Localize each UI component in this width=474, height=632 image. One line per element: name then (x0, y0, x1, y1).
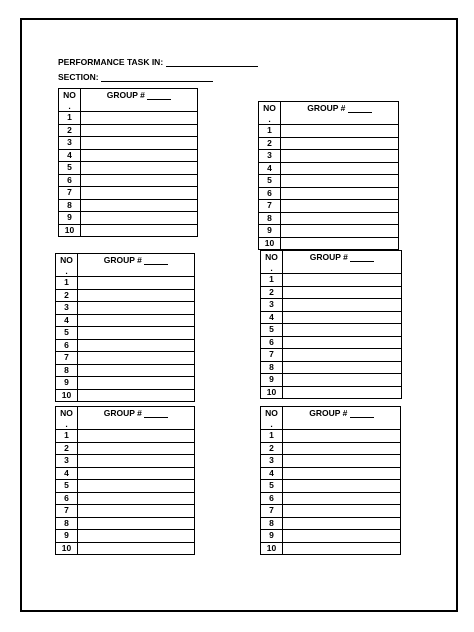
table-row: 7 (56, 505, 195, 518)
performance-task-label: PERFORMANCE TASK IN: (58, 57, 164, 67)
table-header-row (261, 407, 401, 430)
table-row: 4 (259, 162, 399, 175)
table-header-row (56, 407, 195, 430)
name-cell[interactable] (281, 162, 399, 175)
name-cell[interactable] (78, 442, 195, 455)
name-cell[interactable] (283, 324, 402, 337)
name-cell[interactable] (281, 212, 399, 225)
table-row: 3 (59, 137, 198, 150)
no-header: NO . (56, 407, 78, 430)
section-label: SECTION: (58, 72, 99, 82)
no-header: NO . (261, 251, 283, 274)
table-header-row (259, 102, 399, 125)
table-row: 2 (59, 124, 198, 137)
group-header: GROUP # (283, 407, 401, 430)
table-row: 7 (261, 349, 402, 362)
name-cell[interactable] (78, 302, 195, 315)
name-cell[interactable] (78, 517, 195, 530)
table-row: 10 (261, 386, 402, 399)
group-header: GROUP # (283, 251, 402, 274)
group-table-3 (55, 253, 195, 402)
name-cell[interactable] (283, 480, 401, 493)
table-row: 4 (56, 467, 195, 480)
performance-task-field (58, 57, 258, 67)
name-cell[interactable] (283, 505, 401, 518)
name-cell[interactable] (283, 299, 402, 312)
section-blank[interactable] (101, 73, 213, 82)
group-header: GROUP # (81, 89, 198, 112)
table-row: 8 (261, 361, 402, 374)
group-table-6 (260, 406, 401, 555)
name-cell[interactable] (283, 311, 402, 324)
table-row: 3 (56, 455, 195, 468)
table-row: 2 (56, 289, 195, 302)
group-header: GROUP # (78, 407, 195, 430)
table-row: 9 (259, 225, 399, 238)
table-row: 2 (56, 442, 195, 455)
table-row: 8 (56, 517, 195, 530)
table-row: 8 (56, 364, 195, 377)
table-row: 5 (261, 480, 401, 493)
table-row: 6 (261, 336, 402, 349)
table-header-row (261, 251, 402, 274)
table-row: 7 (261, 505, 401, 518)
name-cell[interactable] (78, 364, 195, 377)
no-header: NO . (261, 407, 283, 430)
group-table-1 (58, 88, 198, 237)
name-cell[interactable] (78, 505, 195, 518)
group-table-2 (258, 101, 399, 250)
group-header: GROUP # (78, 254, 195, 277)
name-cell[interactable] (283, 530, 401, 543)
table-row: 6 (259, 187, 399, 200)
name-cell[interactable] (78, 530, 195, 543)
name-cell[interactable] (78, 314, 195, 327)
name-cell[interactable] (78, 467, 195, 480)
no-header: NO . (56, 254, 78, 277)
name-cell[interactable] (81, 162, 198, 175)
table-row: 9 (56, 530, 195, 543)
name-cell[interactable] (81, 174, 198, 187)
table-row: 6 (59, 174, 198, 187)
section-field (58, 72, 213, 82)
table-row: 2 (259, 137, 399, 150)
no-header: NO . (259, 102, 281, 125)
table-row: 9 (261, 374, 402, 387)
table-row: 7 (56, 352, 195, 365)
table-row: 6 (56, 492, 195, 505)
table-row: 6 (261, 492, 401, 505)
table-row: 3 (261, 455, 401, 468)
table-row: 3 (56, 302, 195, 315)
name-cell[interactable] (283, 349, 402, 362)
table-row: 4 (261, 311, 402, 324)
name-cell[interactable] (78, 289, 195, 302)
name-cell[interactable] (283, 274, 402, 287)
table-row: 5 (59, 162, 198, 175)
name-cell[interactable] (283, 386, 402, 399)
group-header: GROUP # (281, 102, 399, 125)
table-row: 10 (261, 542, 401, 555)
performance-task-blank[interactable] (166, 58, 258, 67)
name-cell[interactable] (283, 336, 402, 349)
table-row: 1 (259, 125, 399, 138)
name-cell[interactable] (283, 492, 401, 505)
name-cell[interactable] (81, 112, 198, 125)
name-cell[interactable] (283, 517, 401, 530)
name-cell[interactable] (81, 224, 198, 237)
table-row: 7 (259, 200, 399, 213)
name-cell[interactable] (283, 467, 401, 480)
name-cell[interactable] (283, 430, 401, 443)
table-row: 8 (259, 212, 399, 225)
table-row: 3 (261, 299, 402, 312)
name-cell[interactable] (281, 175, 399, 188)
table-row: 1 (261, 430, 401, 443)
table-row: 1 (56, 430, 195, 443)
name-cell[interactable] (281, 125, 399, 138)
name-cell[interactable] (81, 187, 198, 200)
name-cell[interactable] (281, 150, 399, 163)
table-row: 5 (259, 175, 399, 188)
name-cell[interactable] (78, 389, 195, 402)
no-header: NO . (59, 89, 81, 112)
table-header-row (56, 254, 195, 277)
table-row: 1 (261, 274, 402, 287)
table-row: 7 (59, 187, 198, 200)
table-header-row (59, 89, 198, 112)
name-cell[interactable] (78, 455, 195, 468)
name-cell[interactable] (281, 200, 399, 213)
table-row: 2 (261, 286, 402, 299)
name-cell[interactable] (78, 430, 195, 443)
name-cell[interactable] (281, 237, 399, 250)
table-row: 8 (59, 199, 198, 212)
name-cell[interactable] (78, 352, 195, 365)
name-cell[interactable] (78, 277, 195, 290)
table-row: 3 (259, 150, 399, 163)
group-table-4 (260, 250, 402, 399)
name-cell[interactable] (78, 492, 195, 505)
name-cell[interactable] (283, 542, 401, 555)
name-cell[interactable] (81, 124, 198, 137)
table-row: 5 (56, 327, 195, 340)
table-row: 4 (56, 314, 195, 327)
name-cell[interactable] (283, 455, 401, 468)
name-cell[interactable] (283, 286, 402, 299)
group-table-5 (55, 406, 195, 555)
table-row: 1 (59, 112, 198, 125)
table-row: 2 (261, 442, 401, 455)
name-cell[interactable] (283, 361, 402, 374)
table-row: 10 (59, 224, 198, 237)
name-cell[interactable] (281, 187, 399, 200)
name-cell[interactable] (81, 212, 198, 225)
name-cell[interactable] (81, 199, 198, 212)
name-cell[interactable] (78, 339, 195, 352)
table-row: 5 (261, 324, 402, 337)
table-row: 9 (56, 377, 195, 390)
name-cell[interactable] (81, 149, 198, 162)
name-cell[interactable] (78, 327, 195, 340)
name-cell[interactable] (78, 542, 195, 555)
name-cell[interactable] (78, 377, 195, 390)
name-cell[interactable] (81, 137, 198, 150)
name-cell[interactable] (283, 442, 401, 455)
name-cell[interactable] (281, 137, 399, 150)
table-row: 8 (261, 517, 401, 530)
name-cell[interactable] (281, 225, 399, 238)
table-row: 5 (56, 480, 195, 493)
table-row: 9 (59, 212, 198, 225)
table-row: 6 (56, 339, 195, 352)
table-row: 9 (261, 530, 401, 543)
table-row: 10 (259, 237, 399, 250)
table-row: 4 (59, 149, 198, 162)
table-row: 4 (261, 467, 401, 480)
table-row: 1 (56, 277, 195, 290)
name-cell[interactable] (78, 480, 195, 493)
name-cell[interactable] (283, 374, 402, 387)
table-row: 10 (56, 542, 195, 555)
table-row: 10 (56, 389, 195, 402)
